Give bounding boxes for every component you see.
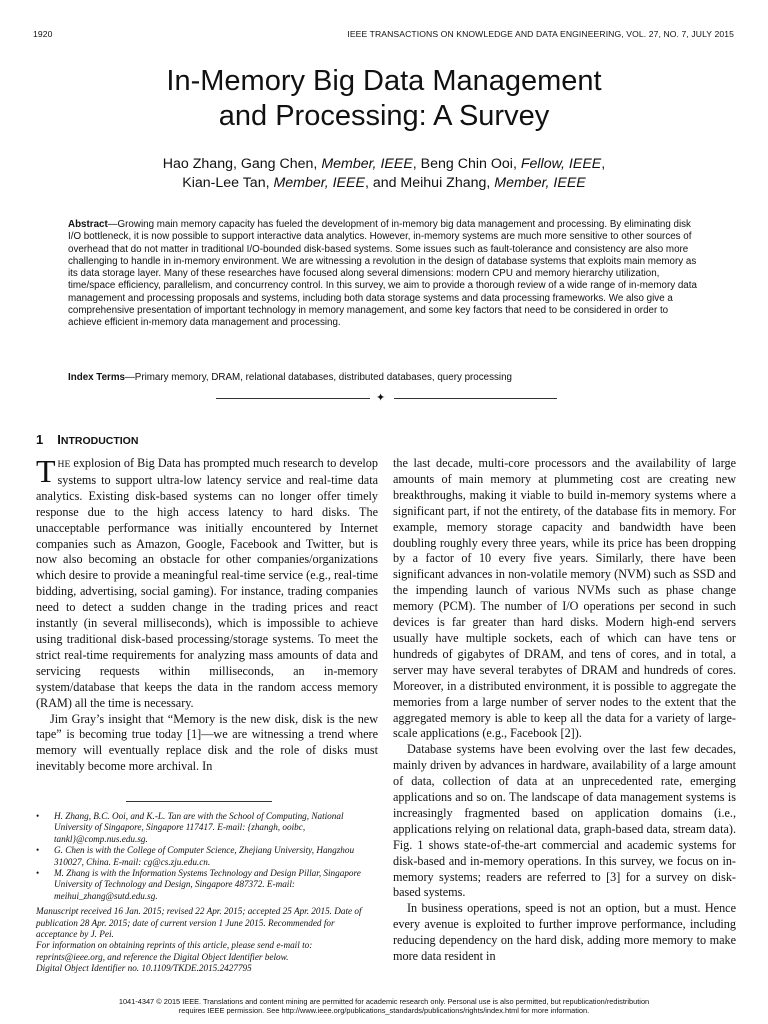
intro-paragraph-2: Jim Gray’s insight that “Memory is the new disk, disk is the new tape” is becoming true today [1]—we are witnessing a trend where memory will eventually replace disk and the role of disks must inevitably become more archival. In — [36, 711, 378, 774]
author-text: Hao Zhang, Gang Chen, — [162, 156, 322, 172]
section-title-rest: NTRODUCTION — [60, 435, 139, 447]
footnotes — [36, 811, 378, 975]
author-text: , Beng Chin Ooi, — [412, 156, 521, 172]
section-heading — [36, 432, 138, 447]
intro-paragraph-1 — [36, 453, 378, 712]
bullet-icon: • — [36, 868, 40, 879]
footnote-text: M. Zhang is with the Information Systems Technology and Design Pillar, Singapore University of Technology and Design, Singapore 487372. E-mail: meihui_zhang@sutd.edu.sg. — [54, 868, 361, 901]
copyright-line-2: requires IEEE permission. See http://www.ieee.org/publications_standards/publications/rights/index.html for more information. — [178, 1006, 590, 1015]
author-role: Fellow, IEEE — [520, 156, 602, 172]
author-text: , — [601, 156, 606, 172]
author-role: Member, IEEE — [321, 156, 413, 172]
footnote-text: H. Zhang, B.C. Ooi, and K.-L. Tan are with the School of Computing, National University of Singapore, Singapore 117417. E-mail: {zhangh, ooibc, tankl}@comp.nus.edu.sg. — [54, 811, 344, 844]
title-line-1: In-Memory Big Data Management — [166, 65, 602, 97]
separator-diamond-icon: ✦ — [376, 392, 386, 404]
copyright-notice — [0, 997, 768, 1015]
footnote-text: G. Chen is with the College of Computer Science, Zhejiang University, Hangzhou 310027, China. E-mail: cg@cs.zju.edu.cn. — [54, 845, 355, 867]
index-terms-label: Index Terms — [68, 372, 125, 383]
title-line-2: and Processing: A Survey — [218, 100, 550, 132]
author-list — [0, 155, 768, 193]
footnote-affiliation — [36, 845, 378, 868]
footnote-rule — [126, 801, 272, 802]
reprints-info: For information on obtaining reprints of this article, please send e-mail to: reprints@ieee.org, and reference the Digital Object Identifier below. — [36, 940, 313, 962]
bullet-icon: • — [36, 845, 40, 856]
intro-paragraph-3: the last decade, multi-core processors and the availability of large amounts of main memory at plummeting cost are creating new breakthroughs, making it viable to build in-memory systems where a significant part, if not the entirety, of the database fits in memory. For example, memory storage capacity and bandwidth have been doubling roughly every three years, while its price has been dropping by a factor of 10 every five years. Similarly, there have been significant advances in non-volatile memory (NVM) such as SSD and the impending launch of various NVMs such as phase change memory (PCM). The number of I/O operations per second in such devices is far greater than hard disks. Modern high-end servers usually have multiple sockets, each of which can have tens or hundreds of gigabytes of DRAM, and tens of cores, and in total, a server may have several terabytes of DRAM and hundreds of cores. Moreover, in a distributed environment, it is possible to aggregate the memories from a large number of server nodes to the extent that the aggregated memory is able to keep all the data for a variety of large-scale applications (e.g., Facebook [2]). — [393, 456, 736, 741]
page-number: 1920 — [33, 29, 53, 39]
section-number: 1 — [36, 432, 44, 447]
running-header: IEEE TRANSACTIONS ON KNOWLEDGE AND DATA ENGINEERING, VOL. 27, NO. 7, JULY 2015 — [347, 29, 734, 39]
bullet-icon: • — [36, 811, 40, 821]
section-title-initial: I — [57, 432, 61, 447]
doi-line: Digital Object Identifier no. 10.1109/TKDE.2015.2427795 — [36, 963, 252, 974]
abstract — [68, 219, 702, 329]
author-role: Member, IEEE — [494, 175, 586, 191]
abstract-label: Abstract — [68, 219, 108, 230]
left-column — [36, 453, 378, 775]
author-text: , and Meihui Zhang, — [364, 175, 495, 191]
intro-paragraph-5: In business operations, speed is not an option, but a must. Hence every avenue is exploited to further improve performance, including reducing dependency on the hard disk, adding more memory to make more data resident in — [393, 901, 736, 964]
author-text: Kian-Lee Tan, — [182, 175, 274, 191]
smallcaps-lead: HE — [57, 459, 71, 470]
abstract-text: —Growing main memory capacity has fueled the development of in-memory big data management and processing. By eliminating disk I/O bottleneck, it is now possible to support interactive data analytics. However, in-memory systems are much more sensitive to other sources of overhead that do not matter in traditional I/O-bounded disk-based systems. Some issues such as fault-tolerance and consistency are also more challenging to handle in in-memory environment. We are witnessing a revolution in the design of database systems that exploits main memory as its data storage layer. Many of these researches have focused along several dimensions: modern CPU and memory hierarchy utilization, time/space efficiency, parallelism, and concurrency control. In this survey, we aim to provide a thorough review of a wide range of in-memory data management and processing proposals and systems, including both data storage systems and data processing frameworks. We also give a comprehensive presentation of important technology in memory management, and some key factors that need to be considered in order to achieve efficient in-memory data management and processing. — [68, 219, 697, 328]
index-terms-text: —Primary memory, DRAM, relational databases, distributed databases, query processing — [125, 372, 512, 383]
footnote-affiliation — [36, 811, 378, 845]
copyright-line-1: 1041-4347 © 2015 IEEE. Translations and content mining are permitted for academic research only. Personal use is also permitted, but republication/redistribution — [118, 997, 650, 1006]
manuscript-info — [36, 906, 378, 974]
paper-title — [0, 64, 768, 134]
intro-paragraph-4: Database systems have been evolving over the last few decades, mainly driven by advances in hardware, availability of a large amount of data, collection of data at an unprecedented rate, emerging applications and so on. The landscape of data management systems is increasingly fragmented based on application domains (i.e., applications relying on relational data, graph-based data, stream data). Fig. 1 shows state-of-the-art commercial and academic systems for disk-based and in-memory operations. In this survey, we focus on in-memory systems; readers are referred to [3] for a survey on disk-based systems. — [393, 742, 736, 900]
separator-line-left — [216, 398, 370, 399]
index-terms — [68, 372, 702, 383]
footnote-affiliation — [36, 868, 378, 902]
drop-cap: T — [36, 453, 56, 489]
paragraph-text: explosion of Big Data has prompted much research to develop systems to support ultra-low latency service and real-time data analytics. Existing disk-based systems can no longer offer timely response due to the high access latency to hard disks. The unacceptable performance was initially encountered by Internet companies such as Amazon, Google, Facebook and Twitter, but is now also becoming an obstacle for other companies/organizations which desire to provide a meaningful real-time service (e.g., real-time bidding, advertising, social gaming). For instance, trading companies need to detect a sudden change in the trading prices and react instantly (in several milliseconds), which is impossible to achieve using traditional disk-based processing/storage systems. To meet the strict real-time requirements for analyzing mass amounts of data and servicing requests within milliseconds, an in-memory system/database that keeps the data in the random access memory (RAM) all the time is necessary. — [36, 456, 378, 710]
separator-line-right — [394, 398, 557, 399]
manuscript-dates: Manuscript received 16 Jan. 2015; revised 22 Apr. 2015; accepted 25 Apr. 2015. Date of publication 28 Apr. 2015; date of current version 1 June 2015. Recommended for acceptance by J. Pei. — [36, 906, 362, 940]
author-role: Member, IEEE — [273, 175, 365, 191]
right-column — [393, 456, 736, 965]
